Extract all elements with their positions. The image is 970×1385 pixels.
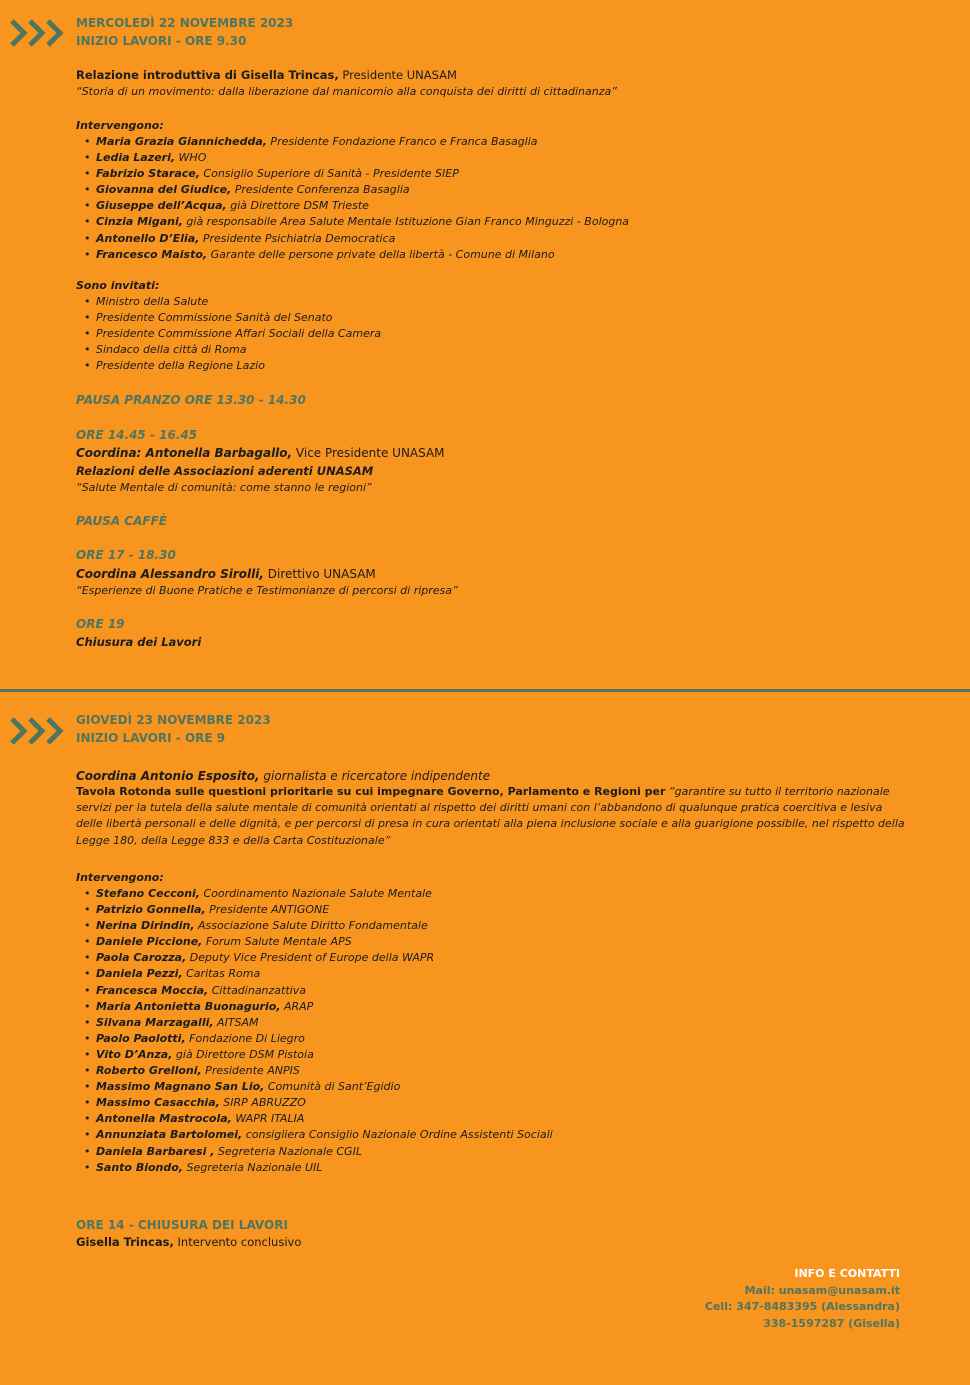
contact-phone-2[interactable]: 338-1597287 (Gisella): [763, 1316, 900, 1330]
list-item: • Silvana Marzagalli, AITSAM: [76, 1015, 553, 1031]
list-item: • Presidente Commissione Sanità del Senato: [76, 310, 381, 326]
list-item: • Roberto Grelloni, Presidente ANPIS: [76, 1063, 553, 1079]
day1-lunch-break: PAUSA PRANZO ORE 13.30 - 14.30: [76, 393, 306, 407]
day1-session2-quote: “Salute Mentale di comunità: come stanno le regioni”: [76, 481, 372, 494]
day1-invited-title: Sono invitati:: [76, 279, 160, 292]
day1-invited-list: [76, 294, 381, 374]
day1-speakers-title: Intervengono:: [76, 119, 164, 132]
day1-session2-title: Relazioni delle Associazioni aderenti UNASAM: [76, 464, 374, 478]
day2-speakers-title: Intervengono:: [76, 871, 164, 884]
list-item: • Paola Carozza, Deputy Vice President of Europe della WAPR: [76, 950, 553, 966]
contact-mail[interactable]: Mail: unasam@unasam.it: [744, 1283, 900, 1297]
list-item: • Presidente della Regione Lazio: [76, 358, 381, 374]
list-item: • Daniela Barbaresi , Segreteria Nazionale CGIL: [76, 1144, 553, 1160]
list-item: • Francesca Moccia, Cittadinanzattiva: [76, 983, 553, 999]
list-item: • Antonello D’Elia, Presidente Psichiatria Democratica: [76, 231, 629, 247]
list-item: • Antonella Mastrocola, WAPR ITALIA: [76, 1111, 553, 1127]
day2-closing-speaker: Gisella Trincas, Intervento conclusivo: [76, 1235, 302, 1249]
day1-intro: [76, 67, 457, 83]
list-item: • Francesco Maisto, Garante delle persone private della libertà - Comune di Milano: [76, 247, 629, 263]
day1-session3-time: ORE 17 - 18.30: [76, 548, 176, 562]
list-item: • Sindaco della città di Roma: [76, 342, 381, 358]
section-divider: [0, 689, 970, 692]
list-item: • Nerina Dirindin, Associazione Salute Diritto Fondamentale: [76, 918, 553, 934]
list-item: • Maria Antonietta Buonagurio, ARAP: [76, 999, 553, 1015]
day1-intro-speaker: Relazione introduttiva di Gisella Trincas,: [76, 68, 339, 82]
day1-intro-role: Presidente UNASAM: [338, 68, 457, 82]
day1-speakers-list: [76, 134, 629, 263]
list-item: • Massimo Casacchia, SIRP ABRUZZO: [76, 1095, 553, 1111]
list-item: • Daniele Piccione, Forum Salute Mentale APS: [76, 934, 553, 950]
day2-start: INIZIO LAVORI - ORE 9: [76, 731, 226, 745]
list-item: • Vito D’Anza, già Direttore DSM Pistoia: [76, 1047, 553, 1063]
day1-session3-quote: “Esperienze di Buone Pratiche e Testimonianze di percorsi di ripresa”: [76, 584, 458, 597]
list-item: • Ministro della Salute: [76, 294, 381, 310]
list-item: • Giovanna del Giudice, Presidente Conferenza Basaglia: [76, 182, 629, 198]
day1-session4-time: ORE 19: [76, 617, 125, 631]
list-item: • Presidente Commissione Affari Sociali della Camera: [76, 326, 381, 342]
list-item: • Cinzia Migani, già responsabile Area Salute Mentale Istituzione Gian Franco Minguzzi - Bologna: [76, 214, 629, 230]
day1-session2-time: ORE 14.45 - 16.45: [76, 428, 198, 442]
day2-round-table: Tavola Rotonda sulle questioni prioritarie su cui impegnare Governo, Parlamento e Regioni per “garantire su tutto il territorio nazionale servizi per la tutela della salute mentale di comunità orientati al rispetto dei diritti umani con l’abbandono di qualunque pratica coercitiva e lesiva delle libertà personali e delle dignità, e per percorsi di presa in cura orientati alla piena inclusione sociale e alla guarigione possibile, nel rispetto della Legge 180, della Legge 833 e della Carta Costituzionale”: [76, 785, 905, 847]
triple-chevron-icon: [10, 716, 70, 746]
day1-start: INIZIO LAVORI - ORE 9.30: [76, 34, 247, 48]
day1-coffee-break: PAUSA CAFFÈ: [76, 514, 167, 528]
list-item: • Maria Grazia Giannichedda, Presidente Fondazione Franco e Franca Basaglia: [76, 134, 629, 150]
day1-intro-quote: “Storia di un movimento: dalla liberazione dal manicomio alla conquista dei diritti di cittadinanza”: [76, 85, 617, 98]
contact-title: INFO E CONTATTI: [794, 1267, 900, 1280]
list-item: • Annunziata Bartolomei, consigliera Consiglio Nazionale Ordine Assistenti Sociali: [76, 1127, 553, 1143]
triple-chevron-icon: [10, 18, 70, 48]
day2-coordinator: Coordina Antonio Esposito, giornalista e ricercatore indipendente: [76, 769, 491, 783]
day2-date: GIOVEDÌ 23 NOVEMBRE 2023: [76, 713, 271, 727]
list-item: • Massimo Magnano San Lio, Comunità di Sant’Egidio: [76, 1079, 553, 1095]
day1-session3-coordinator: Coordina Alessandro Sirolli, Direttivo UNASAM: [76, 567, 376, 581]
day2-closing-time: ORE 14 - CHIUSURA DEI LAVORI: [76, 1218, 288, 1232]
list-item: • Santo Biondo, Segreteria Nazionale UIL: [76, 1160, 553, 1176]
list-item: • Giuseppe dell’Acqua, già Direttore DSM Trieste: [76, 198, 629, 214]
list-item: • Ledia Lazeri, WHO: [76, 150, 629, 166]
day1-session2-coordinator: Coordina: Antonella Barbagallo, Vice Presidente UNASAM: [76, 446, 445, 460]
list-item: • Fabrizio Starace, Consiglio Superiore di Sanità - Presidente SIEP: [76, 166, 629, 182]
contact-phone[interactable]: Cell: 347-8483395 (Alessandra): [704, 1300, 900, 1313]
list-item: • Stefano Cecconi, Coordinamento Nazionale Salute Mentale: [76, 886, 553, 902]
list-item: • Daniela Pezzi, Caritas Roma: [76, 966, 553, 982]
list-item: • Paolo Paolotti, Fondazione Di Liegro: [76, 1031, 553, 1047]
list-item: • Patrizio Gonnella, Presidente ANTIGONE: [76, 902, 553, 918]
day2-speakers-list: [76, 886, 553, 1176]
contact-info: [705, 1266, 900, 1332]
day1-closing-title: Chiusura dei Lavori: [76, 635, 202, 649]
day1-date: MERCOLEDÌ 22 NOVEMBRE 2023: [76, 16, 294, 30]
